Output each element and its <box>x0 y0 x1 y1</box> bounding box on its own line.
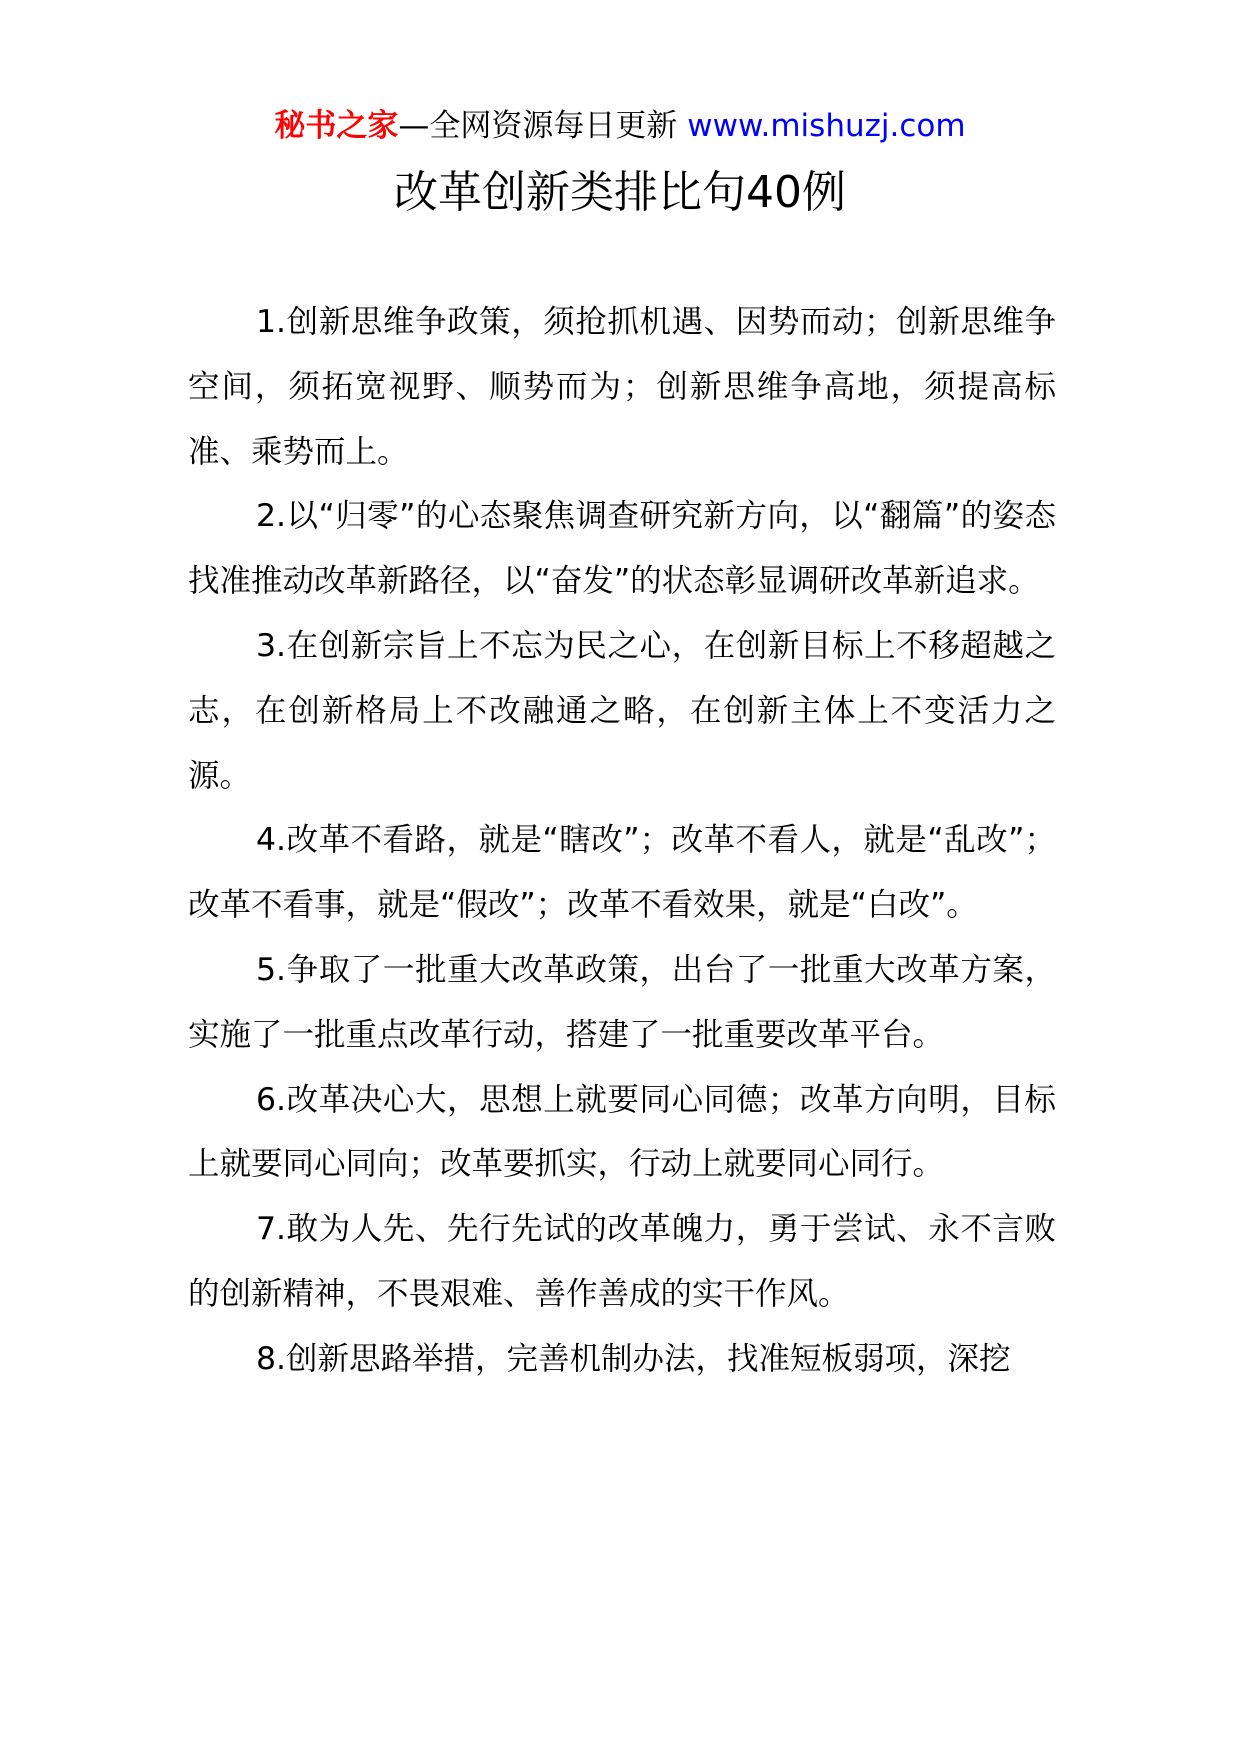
paragraph-6: 6.改革决心大，思想上就要同心同德；改革方向明，目标上就要同心同向；改革要抓实，行动上就要同心同行。 <box>188 1081 1056 1183</box>
paragraph-1: 1.创新思维争政策，须抢抓机遇、因势而动；创新思维争空间，须拓宽视野、顺势而为；创新思维争高地，须提高标准、乘势而上。 <box>188 304 1056 470</box>
site-url[interactable]: www.mishuzj.com <box>687 108 966 144</box>
paragraph-8: 8.创新思路举措，完善机制办法，找准短板弱项，深挖 <box>256 1340 1011 1377</box>
paragraph-7: 7.敢为人先、先行先试的改革魄力，勇于尝试、永不言败的创新精神，不畏艰难、善作善成的实干作风。 <box>188 1211 1056 1312</box>
document-title: 改革创新类排比句40例 <box>394 167 846 218</box>
paragraph-2: 2.以“归零”的心态聚焦调查研究新方向，以“翻篇”的姿态找准推动改革新路径，以“奋发”的状态彰显调研改革新追求。 <box>188 498 1056 600</box>
paragraph-5: 5.争取了一批重大改革政策，出台了一批重大改革方案，实施了一批重点改革行动，搭建了一批重要改革平台。 <box>188 951 1056 1053</box>
site-header <box>0 106 1240 146</box>
site-slogan: —全网资源每日更新 <box>398 108 678 144</box>
document-body <box>188 290 1056 1392</box>
paragraph-3: 3.在创新宗旨上不忘为民之心，在创新目标上不移超越之志，在创新格局上不改融通之略，在创新主体上不变活力之源。 <box>188 627 1056 794</box>
site-name: 秘书之家 <box>274 108 399 144</box>
paragraph-4: 4.改革不看路，就是“瞎改”；改革不看人，就是“乱改”；改革不看事，就是“假改”；改革不看效果，就是“白改”。 <box>188 822 1056 924</box>
